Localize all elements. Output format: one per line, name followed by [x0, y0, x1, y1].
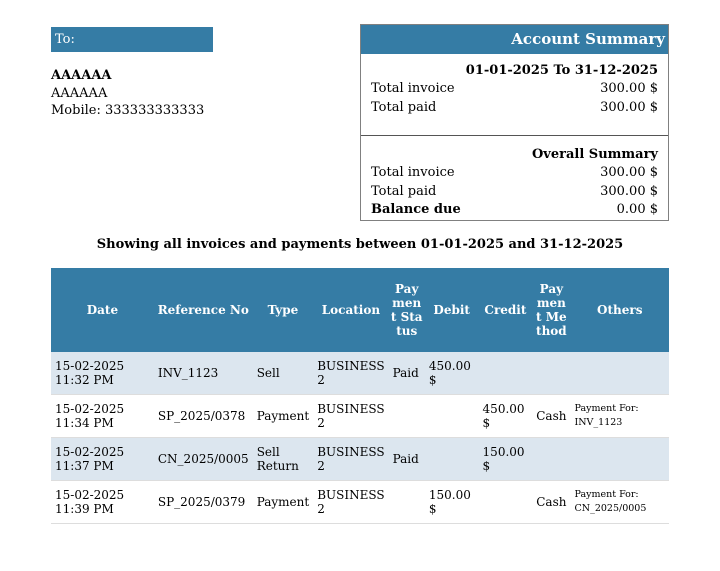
balance-due-row	[371, 201, 658, 220]
period-summary	[361, 54, 668, 136]
period-total-invoice-row	[371, 80, 658, 99]
cell-others	[570, 352, 669, 395]
period-total-paid-value: 300.00 $	[600, 99, 658, 115]
col-debit-header: Debit	[425, 268, 479, 352]
cell-type: Payment	[253, 481, 314, 524]
cell-reference: CN_2025/0005	[154, 438, 253, 481]
cell-date: 15-02-2025 11:37 PM	[51, 438, 154, 481]
cell-payment-status	[389, 481, 425, 524]
customer-name: AAAAAA	[51, 68, 112, 83]
cell-date: 15-02-2025 11:39 PM	[51, 481, 154, 524]
cell-reference: INV_1123	[154, 352, 253, 395]
cell-credit: 150.00 $	[479, 438, 533, 481]
cell-credit: 450.00 $	[479, 395, 533, 438]
table-row	[51, 352, 669, 395]
ledger-table	[51, 268, 669, 524]
balance-due-value: 0.00 $	[616, 202, 658, 217]
table-row	[51, 481, 669, 524]
cell-debit	[425, 395, 479, 438]
overall-summary-title: Overall Summary	[531, 147, 658, 162]
cell-date: 15-02-2025 11:34 PM	[51, 395, 154, 438]
overall-summary	[361, 136, 668, 220]
col-payment-status-header: Payment Status	[389, 268, 425, 352]
cell-others	[570, 438, 669, 481]
cell-debit: 150.00 $	[425, 481, 479, 524]
others-value: CN_2025/0005	[574, 503, 647, 514]
cell-payment-method	[532, 438, 570, 481]
overall-total-invoice-row	[371, 164, 658, 183]
customer-details	[51, 67, 204, 120]
account-summary-box	[360, 24, 669, 221]
cell-location: BUSINESS 2	[313, 395, 388, 438]
col-date-header: Date	[51, 268, 154, 352]
cell-reference: SP_2025/0379	[154, 481, 253, 524]
cell-location: BUSINESS 2	[313, 352, 388, 395]
customer-address: AAAAAA	[51, 85, 108, 101]
overall-total-paid-row	[371, 183, 658, 202]
col-reference-header: Reference No	[154, 268, 253, 352]
period-total-invoice-value: 300.00 $	[600, 81, 658, 96]
others-label: Payment For:	[574, 403, 639, 414]
cell-payment-method: Cash	[532, 395, 570, 438]
overall-total-paid-value: 300.00 $	[600, 183, 658, 199]
period-total-paid-row	[371, 99, 658, 118]
cell-reference: SP_2025/0378	[154, 395, 253, 438]
col-others-header: Others	[570, 268, 669, 352]
col-location-header: Location	[313, 268, 388, 352]
account-summary-title: Account Summary	[361, 25, 668, 54]
cell-debit: 450.00 $	[425, 352, 479, 395]
to-label: To:	[51, 27, 213, 52]
balance-due-label: Balance due	[371, 202, 461, 217]
ledger-heading: Showing all invoices and payments between 01-01-2025 and 31-12-2025	[96, 237, 624, 252]
cell-others	[570, 395, 669, 438]
customer-mobile: Mobile: 333333333333	[51, 103, 205, 118]
table-row	[51, 395, 669, 438]
col-type-header: Type	[253, 268, 314, 352]
cell-type: Sell Return	[253, 438, 314, 481]
cell-payment-status	[389, 395, 425, 438]
cell-others	[570, 481, 669, 524]
cell-type: Payment	[253, 395, 314, 438]
cell-payment-method: Cash	[532, 481, 570, 524]
overall-total-invoice-label: Total invoice	[371, 165, 455, 180]
period-total-paid-label: Total paid	[371, 99, 437, 115]
col-payment-method-header: Payment Method	[532, 268, 570, 352]
overall-total-paid-label: Total paid	[371, 183, 437, 199]
col-credit-header: Credit	[479, 268, 533, 352]
cell-payment-status: Paid	[389, 352, 425, 395]
others-value: INV_1123	[574, 417, 623, 428]
cell-payment-method	[532, 352, 570, 395]
cell-credit	[479, 481, 533, 524]
cell-location: BUSINESS 2	[313, 481, 388, 524]
period-range: 01-01-2025 To 31-12-2025	[465, 63, 658, 78]
others-label: Payment For:	[574, 489, 639, 500]
ledger-header-row	[51, 268, 669, 352]
cell-credit	[479, 352, 533, 395]
cell-debit	[425, 438, 479, 481]
table-row	[51, 438, 669, 481]
cell-date: 15-02-2025 11:32 PM	[51, 352, 154, 395]
period-total-invoice-label: Total invoice	[371, 81, 455, 96]
cell-type: Sell	[253, 352, 314, 395]
cell-location: BUSINESS 2	[313, 438, 388, 481]
overall-total-invoice-value: 300.00 $	[600, 165, 658, 180]
cell-payment-status: Paid	[389, 438, 425, 481]
